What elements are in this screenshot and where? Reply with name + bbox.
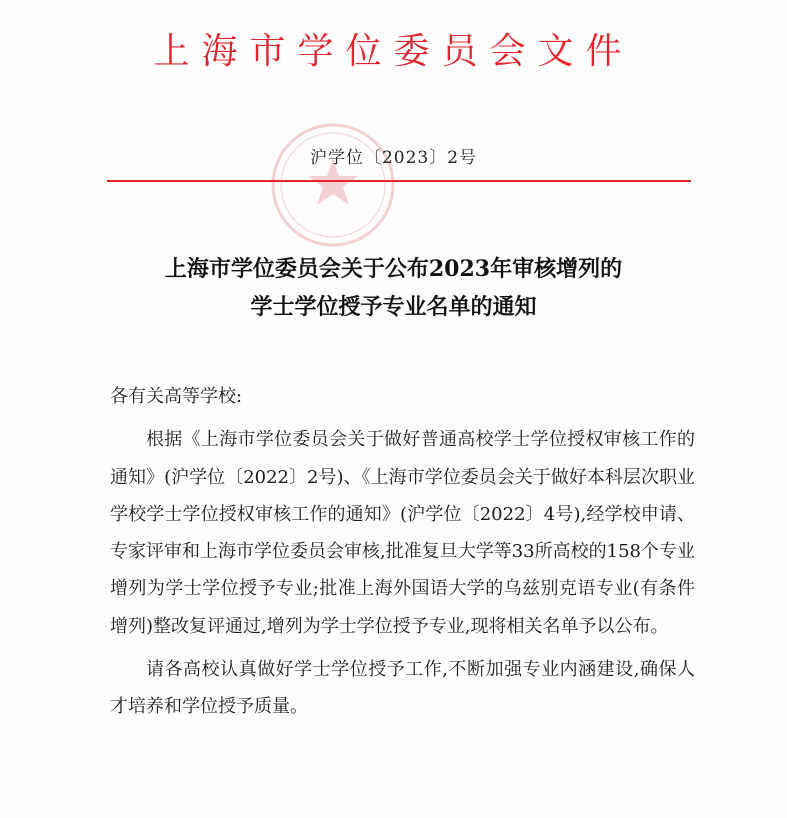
body-paragraph-2: 请各高校认真做好学士学位授予工作,不断加强专业内涵建设,确保人才培养和学位授予质量。 [110,659,695,718]
document-number: 沪学位〔2023〕2号 [309,148,478,168]
notice-body [110,378,695,726]
body-paragraph-1: 根据《上海市学位委员会关于做好普通高校学士学位授权审核工作的通知》(沪学位〔2022〕2号)、《上海市学位委员会关于做好本科层次职业学校学士学位授权审核工作的通知》(沪学位〔2022〕4号),经学校申请、专家评审和上海市学位委员会审核,批准复旦大学等33所高校的158个专业增列为学士学位授予专业;批准上海外国语大学的乌兹别克语专业(有条件增列)整改复评通过,增列为学士学位授予专业,现将相关名单予以公布。 [110,429,695,637]
red-divider-line [107,180,691,182]
notice-title-line-1: 上海市学位委员会关于公布2023年审核增列的 [164,256,623,282]
issuing-authority-title: 上海市学位委员会文件 [153,31,634,72]
faded-seal-stamp [268,120,398,250]
notice-title-line-2: 学士学位授予专业名单的通知 [250,294,537,320]
notice-title [0,250,787,326]
salutation: 各有关高等学校: [110,386,243,407]
